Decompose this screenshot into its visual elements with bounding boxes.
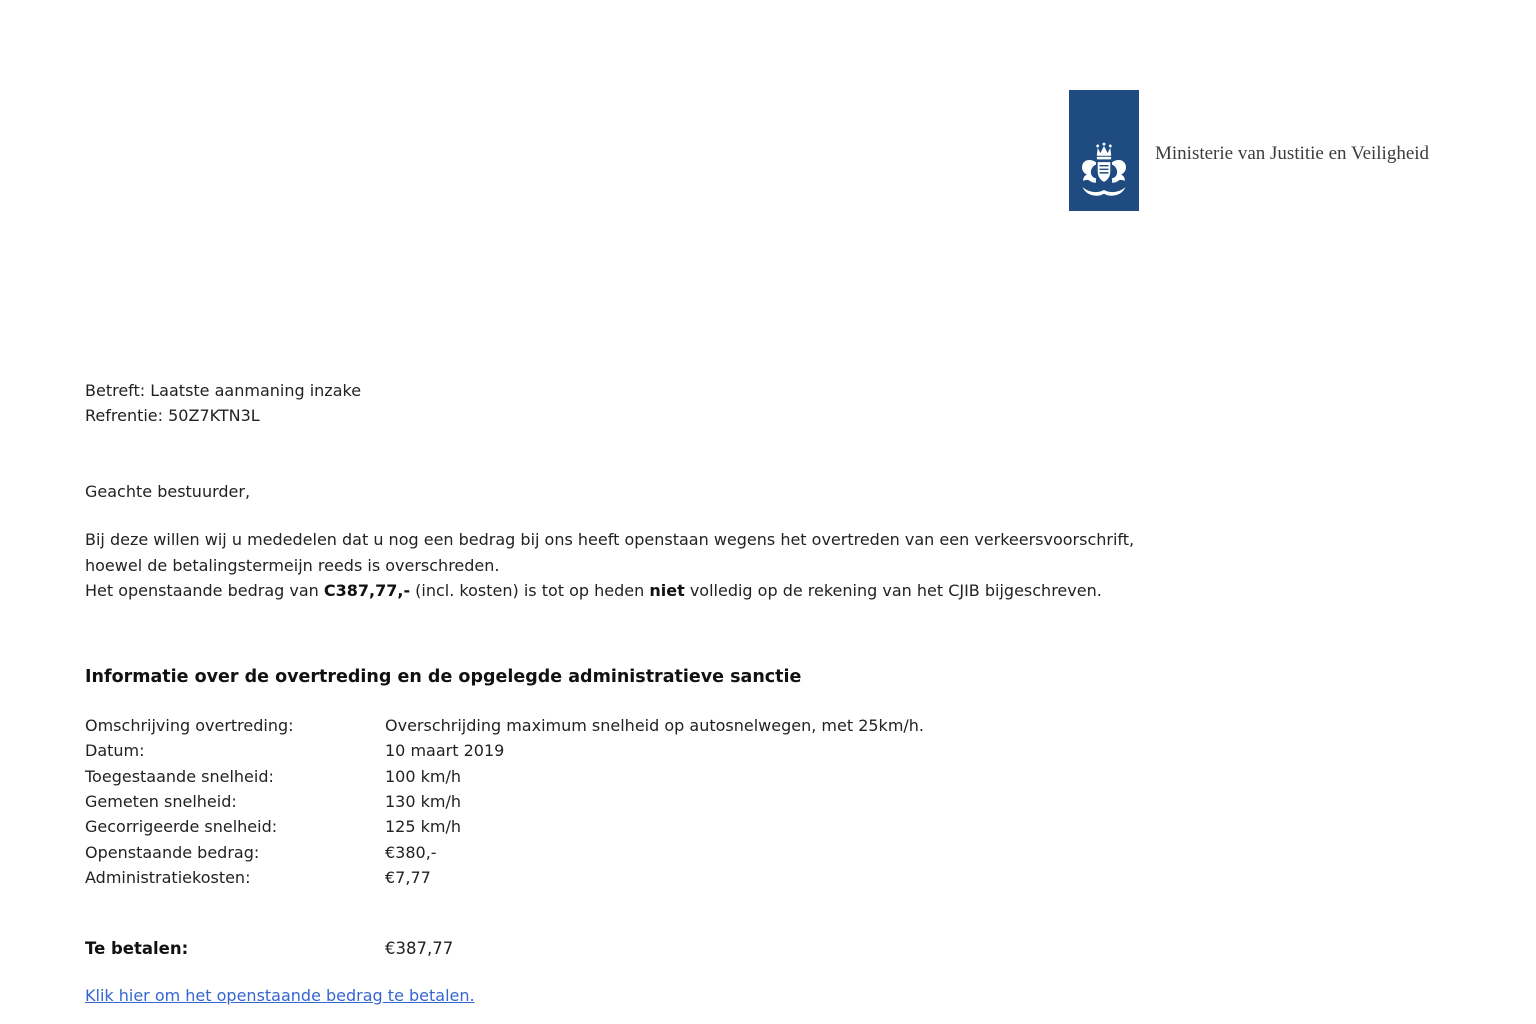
detail-row-openstaande-bedrag — [85, 840, 1525, 865]
detail-label: Gemeten snelheid: — [85, 792, 237, 812]
detail-value: 10 maart 2019 — [385, 741, 505, 761]
outstanding-amount-bold: C387,77,- — [323, 581, 411, 601]
body-line-1: Bij deze willen wij u mededelen dat u nog een bedrag bij ons heeft openstaan wegens het overtreden van een verkeersvoorschrift, — [85, 530, 1135, 550]
detail-label: Openstaande bedrag: — [85, 842, 260, 862]
detail-value: €7,77 — [385, 868, 431, 888]
body-line-2: hoewel de betalingstermeijn reeds is overschreden. — [85, 555, 500, 575]
subject-block — [85, 378, 1525, 429]
detail-row-gecorrigeerde-snelheid — [85, 814, 1525, 839]
detail-label: Administratiekosten: — [85, 868, 251, 888]
subject-line: Betreft: Laatste aanmaning inzake — [85, 381, 362, 400]
body-line-3-middle: (incl. kosten) is tot op heden — [410, 581, 650, 601]
salutation: Geachte bestuurder, — [85, 481, 251, 501]
detail-value: 130 km/h — [385, 792, 462, 812]
ministry-name: Ministerie van Justitie en Veiligheid — [1155, 143, 1430, 164]
detail-row-datum — [85, 738, 1525, 763]
niet-emphasis: niet — [649, 581, 685, 601]
detail-row-omschrijving — [85, 713, 1525, 738]
section-heading: Informatie over de overtreding en de opgelegde administratieve sanctie — [85, 667, 802, 688]
detail-row-gemeten-snelheid — [85, 789, 1525, 814]
detail-value: Overschrijding maximum snelheid op autosnelwegen, met 25km/h. — [385, 715, 925, 735]
detail-label: Toegestaande snelheid: — [85, 766, 274, 786]
total-amount: €387,77 — [385, 938, 454, 958]
total-label: Te betalen: — [85, 938, 189, 958]
detail-label: Gecorrigeerde snelheid: — [85, 817, 278, 837]
pay-link-block — [85, 983, 1525, 1008]
body-line-3-suffix: volledig op de rekening van het CJIB bijgeschreven. — [684, 581, 1102, 601]
detail-value: €380,- — [385, 842, 437, 862]
detail-row-toegestaande-snelheid — [85, 764, 1525, 789]
detail-label: Datum: — [85, 741, 145, 761]
detail-label: Omschrijving overtreding: — [85, 715, 294, 735]
body-line-3 — [85, 578, 1525, 603]
letter-content — [85, 378, 1525, 1009]
detail-value: 100 km/h — [385, 766, 462, 786]
detail-row-administratiekosten — [85, 865, 1525, 890]
reference-line: Refrentie: 50Z7KTN3L — [85, 406, 260, 426]
detail-value: 125 km/h — [385, 817, 462, 837]
total-row — [85, 936, 1525, 961]
rijksoverheid-logo — [1069, 90, 1139, 211]
dutch-coat-of-arms-icon — [1077, 139, 1131, 205]
pay-link[interactable]: Klik hier om het openstaande bedrag te betalen. — [85, 986, 475, 1006]
body-paragraph — [85, 527, 1525, 603]
body-line-3-prefix: Het openstaande bedrag van — [85, 581, 324, 601]
violation-details — [85, 713, 1525, 891]
